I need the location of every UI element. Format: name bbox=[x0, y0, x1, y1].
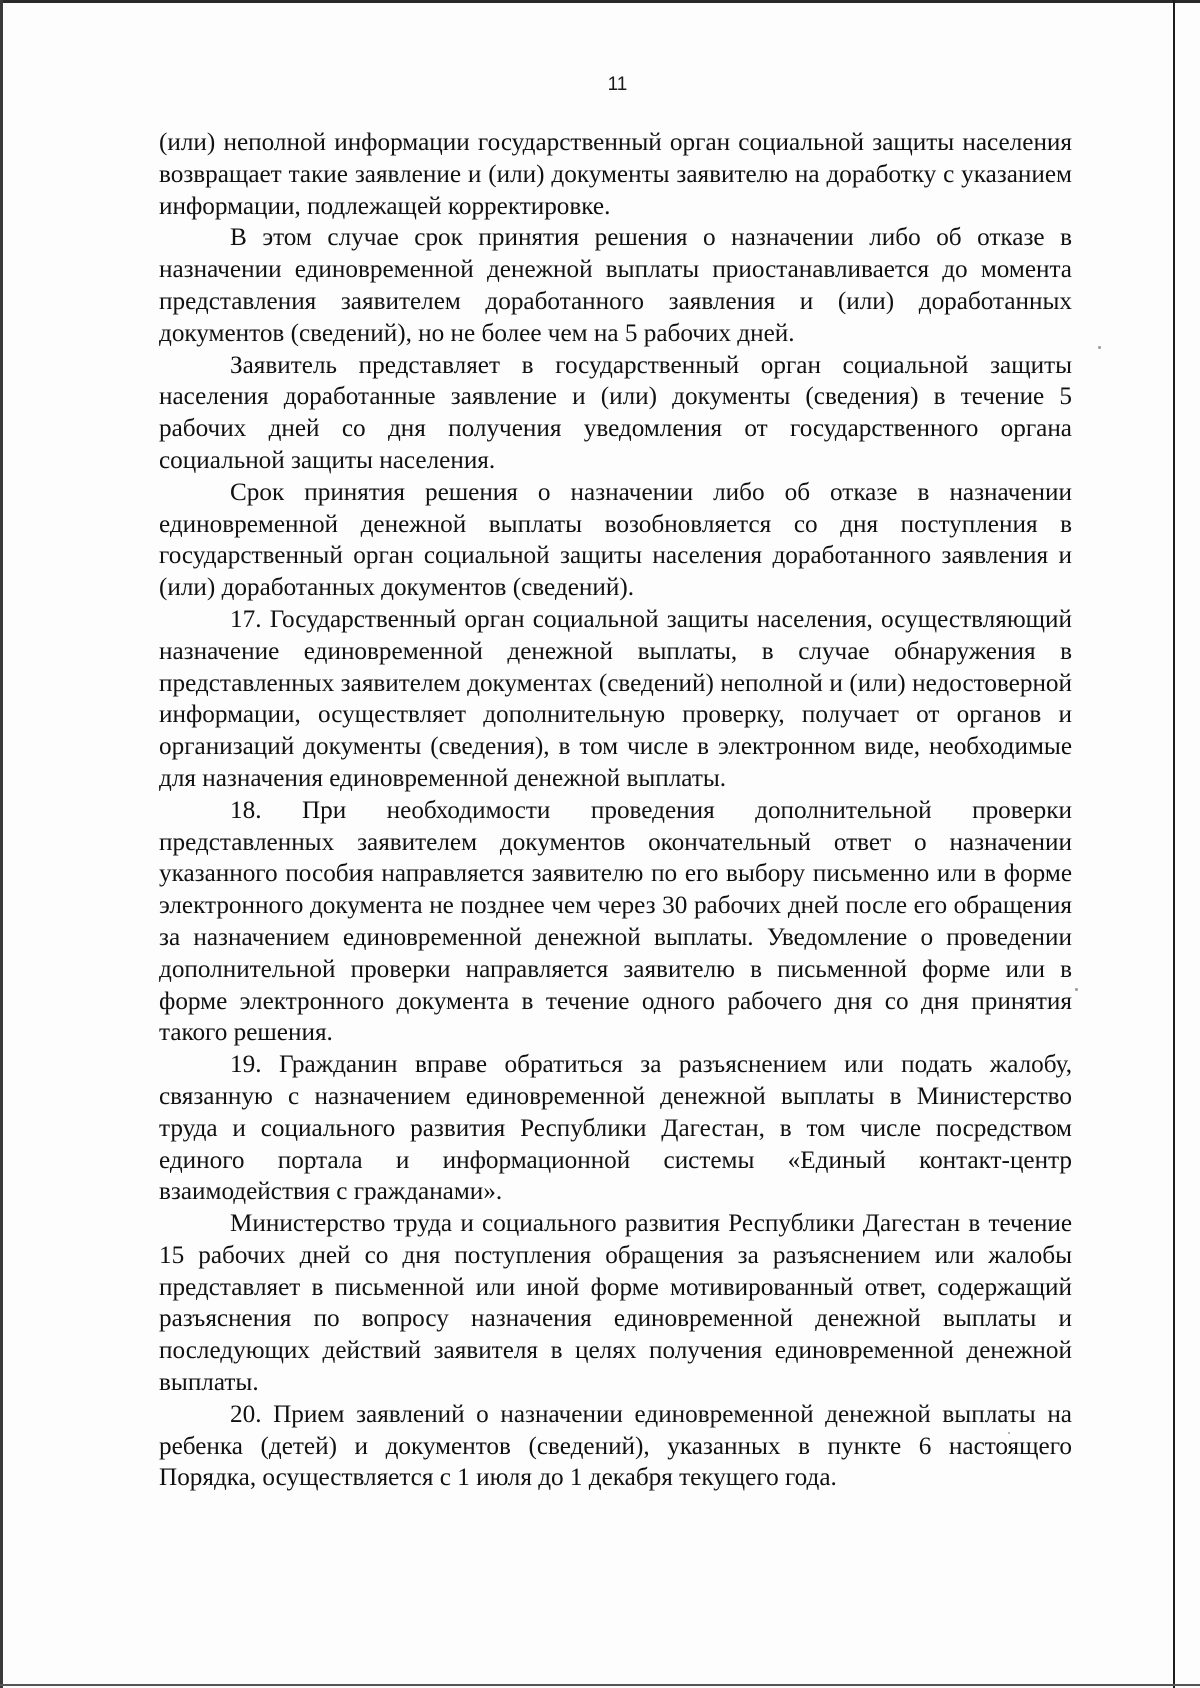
scan-border-right bbox=[1173, 0, 1175, 1688]
paragraph-item-20: 20. Прием заявлений о назначении единовременной денежной выплаты на ребенка (детей) и документов (сведений), указанных в пункте 6 настоящего Порядка, осуществляется с 1 июля до 1 декабря текущего года. bbox=[159, 1400, 1072, 1492]
paragraph: Заявитель представляет в государственный орган социальной защиты населения доработанные заявление и (или) документы (сведения) в течение 5 рабочих дней со дня получения уведомления от государственного органа социальной защиты населения. bbox=[159, 351, 1072, 474]
paragraph: Министерство труда и социального развития Республики Дагестан в течение 15 рабочих дней со дня поступления обращения за разъяснением или жалобы представляет в письменной или иной форме мотивированный ответ, содержащий разъяснения по вопросу назначения единовременной денежной выплаты и последующих действий заявителя в целях получения единовременной денежной выплаты. bbox=[159, 1210, 1072, 1397]
paragraph: В этом случае срок принятия решения о назначении либо об отказе в назначении единовременной денежной выплаты приостанавливается до момента представления заявителем доработанного заявления и (или) доработанных документов (сведений), но не более чем на 5 рабочих дней. bbox=[159, 224, 1072, 347]
scan-border-top bbox=[0, 0, 1200, 3]
scan-speck bbox=[1098, 346, 1101, 349]
paragraph: Срок принятия решения о назначении либо об отказе в назначении единовременной денежной выплаты возобновляется со дня поступления в государственный орган социальной защиты населения доработанного заявления и (или) доработанных документов (сведений). bbox=[159, 478, 1072, 602]
paragraph: (или) неполной информации государственный орган социальной защиты населения возвращает такие заявление и (или) документы заявителю на доработку с указанием информации, подлежащей корректировке. bbox=[159, 129, 1072, 220]
scan-speck bbox=[1075, 988, 1078, 991]
scan-border-left bbox=[0, 0, 3, 1688]
scan-border-bottom bbox=[0, 1684, 1200, 1686]
document-body bbox=[159, 127, 1072, 1494]
paragraph-item-18: 18. При необходимости проведения дополнительной проверки представленных заявителем документов окончательный ответ о назначении указанного пособия направляется заявителю по его выбору письменно или в форме электронного документа не позднее чем через 30 рабочих дней после его обращения за назначением единовременной денежной выплаты. Уведомление о проведении дополнительной проверки направляется заявителю в письменной форме или в форме электронного документа в течение одного рабочего дня со дня принятия такого решения. bbox=[159, 796, 1072, 1047]
paragraph-item-19: 19. Гражданин вправе обратиться за разъяснением или подать жалобу, связанную с назначением единовременной денежной выплаты в Министерство труда и социального развития Республики Дагестан, в том числе посредством единого портала и информационной системы «Единый контакт-центр взаимодействия с гражданами». bbox=[159, 1051, 1072, 1206]
paragraph-item-17: 17. Государственный орган социальной защиты населения, осуществляющий назначение единовременной денежной выплаты, в случае обнаружения в представленных заявителем документах (сведений) неполной и (или) недостоверной информации, осуществляет дополнительную проверку, получает от органов и организаций документы (сведения), в том числе в электронном виде, необходимые для назначения единовременной денежной выплаты. bbox=[159, 605, 1072, 792]
page-number: 11 bbox=[607, 74, 628, 95]
